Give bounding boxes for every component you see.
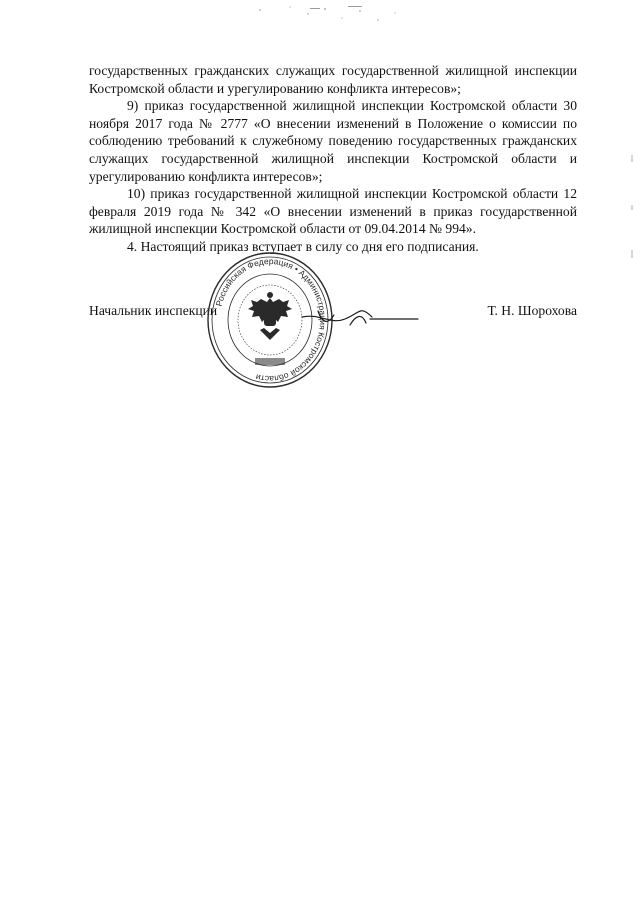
seal-text: Российская Федерация • Администрация Костромской области [213, 255, 329, 385]
signer-title: Начальник инспекции [89, 303, 218, 318]
paragraph-item-10: 10) приказ государственной жилищной инспекции Костромской области 12 февраля 2019 года № 342 «О внесении изменений в приказ государственной жилищной инспекции Костромской области от 09.04.2014 № 994». [89, 186, 577, 237]
handwritten-signature-icon [300, 295, 430, 340]
scan-edge-marks [628, 150, 636, 270]
paragraph-item-9: 9) приказ государственной жилищной инспекции Костромской области 30 ноября 2017 года № 2777 «О внесении изменений в Положение о комиссии по соблюдению требований к служебному поведению государственных гражданских служащих государственной жилищной инспекции Костромской области и урегулированию конфликта интересов»; [89, 98, 577, 184]
paragraph-4: 4. Настоящий приказ вступает в силу со дня его подписания. [127, 238, 479, 254]
eagle-emblem-icon [248, 292, 292, 340]
paragraph-8-continued: государственных гражданских служащих государственной жилищной инспекции Костромской области и урегулированию конфликта интересов»; [89, 63, 577, 96]
signer-name: Т. Н. Шорохова [487, 303, 577, 318]
document-body [89, 62, 577, 256]
scan-noise [250, 4, 410, 26]
